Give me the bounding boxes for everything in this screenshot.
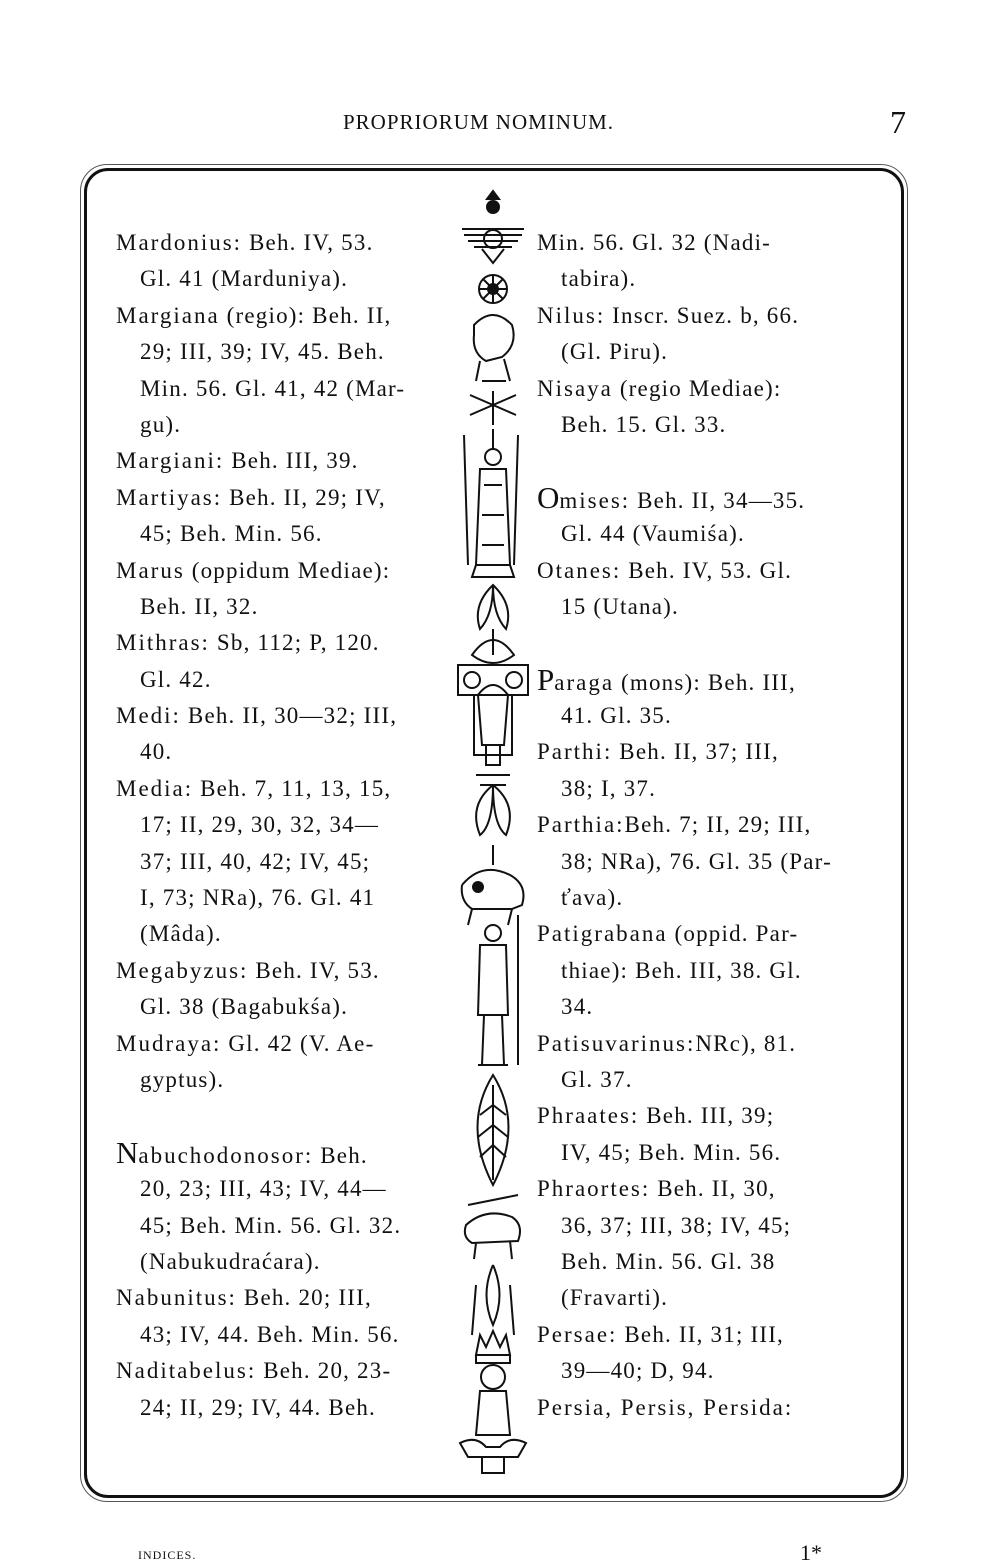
- entry-text: Beh. 20, 23-: [256, 1358, 392, 1384]
- left-column: [116, 225, 456, 1426]
- section-initial: O: [537, 479, 560, 515]
- headword: Marus: [116, 557, 185, 583]
- headword: Megabyzus:: [116, 957, 249, 983]
- entry-line: [116, 953, 456, 989]
- entry-line: tabira).: [561, 266, 637, 292]
- entry-text: (mons): Beh. III,: [614, 669, 796, 695]
- entry-line: Min. 56. Gl. 32 (Nadi-: [537, 230, 772, 255]
- entry-line: 20, 23; III, 43; IV, 44—: [140, 1176, 387, 1202]
- entry-line: 17; II, 29, 30, 32, 34—: [140, 812, 380, 838]
- entry-line: 38; NRa), 76. Gl. 35 (Par-: [561, 848, 832, 874]
- headword: Media:: [116, 775, 194, 801]
- entry-text: Beh. IV, 53. Gl.: [621, 557, 793, 583]
- entry-text: Beh. II, 37; III,: [612, 739, 779, 765]
- section-initial: P: [537, 661, 555, 697]
- entry-text: Beh. III, 39.: [224, 448, 359, 474]
- entry-line: 45; Beh. Min. 56.: [140, 521, 323, 547]
- entry-text: Beh. III, 39;: [639, 1103, 775, 1129]
- entry-line: 43; IV, 44. Beh. Min. 56.: [140, 1321, 400, 1347]
- page-number: 7: [890, 104, 906, 140]
- entry-line: [116, 298, 456, 334]
- entry-text: Beh. 7, 11, 13, 15,: [193, 775, 392, 801]
- headword: Phraortes:: [537, 1176, 651, 1202]
- entry-line: 40.: [140, 739, 173, 765]
- headword: Phraates:: [537, 1103, 640, 1129]
- entry-line: [537, 807, 877, 843]
- entry-line: 45; Beh. Min. 56. Gl. 32.: [140, 1212, 402, 1238]
- entry-line: 29; III, 39; IV, 45. Beh.: [140, 339, 385, 365]
- headword: Medi:: [116, 703, 181, 729]
- section-initial: N: [116, 1134, 139, 1170]
- entry-line: gyptus).: [140, 1066, 225, 1092]
- entry-line: [116, 1353, 456, 1389]
- entry-line: (Fravarti).: [561, 1285, 669, 1311]
- headword: Persia, Persis, Persida:: [537, 1394, 794, 1420]
- entry-line: [116, 443, 456, 479]
- entry-text: Beh. 7; II, 29; III,: [624, 812, 812, 838]
- headword: Persae:: [537, 1321, 618, 1347]
- headword: Margiani:: [116, 448, 225, 474]
- entry-line: [537, 298, 877, 334]
- headword: Nabunitus:: [116, 1285, 237, 1311]
- entry-text: Beh. IV, 53.: [242, 230, 374, 255]
- entry-line: [537, 662, 877, 698]
- entry-line: 34.: [561, 994, 594, 1020]
- entry-line: 41. Gl. 35.: [561, 703, 672, 729]
- headword: Naditabelus:: [116, 1358, 257, 1384]
- entry-line: [537, 1026, 877, 1062]
- entry-text: Beh. 20; III,: [236, 1285, 372, 1311]
- headword: Patisuvarinus:: [537, 1030, 696, 1056]
- entry-line: [537, 1317, 877, 1353]
- headword: Nilus:: [537, 302, 606, 328]
- headword: Patigrabana: [537, 921, 668, 947]
- gathering-mark: 1*: [800, 1540, 822, 1565]
- entry-text: Beh. II, 29; IV,: [222, 484, 386, 510]
- entry-line: Gl. 41 (Marduniya).: [140, 266, 349, 292]
- entry-line: ťava).: [561, 885, 624, 911]
- right-column: [537, 225, 877, 1426]
- entry-line: [537, 916, 877, 952]
- entry-line: (Nabukudraćara).: [140, 1248, 321, 1274]
- entry-line: Beh. II, 32.: [140, 593, 259, 619]
- entry-line: I, 73; NRa), 76. Gl. 41: [140, 885, 376, 911]
- entry-text: Beh. II, 31; III,: [617, 1321, 785, 1347]
- entry-line: [537, 1390, 877, 1426]
- section-gap: [537, 443, 877, 479]
- entry-text: Beh. II, 30—32; III,: [180, 703, 398, 729]
- entry-line: [537, 734, 877, 770]
- section-gap: [116, 1098, 456, 1134]
- entry-text: Beh. II, 34—35.: [630, 487, 806, 513]
- entry-line: [537, 1098, 877, 1134]
- running-head: [0, 104, 1000, 138]
- headword: Parthia:: [537, 812, 625, 838]
- entry-line: thiae): Beh. III, 38. Gl.: [561, 957, 802, 983]
- headword: Otanes:: [537, 557, 622, 583]
- entry-text: Beh. II, 30,: [650, 1176, 776, 1202]
- headword: Mardonius:: [116, 230, 243, 255]
- headword: Nisaya: [537, 375, 613, 401]
- entry-line: [537, 553, 877, 589]
- entry-line: [116, 698, 456, 734]
- headword: abuchodonosor:: [138, 1142, 314, 1168]
- entry-line: gu).: [140, 411, 182, 437]
- entry-line: 38; I, 37.: [561, 775, 657, 801]
- headword: mises:: [559, 487, 631, 513]
- entry-text: Sb, 112; P, 120.: [209, 630, 380, 656]
- entry-line: 15 (Utana).: [561, 593, 679, 619]
- entry-line: [537, 1171, 877, 1207]
- headword: Parthi:: [537, 739, 613, 765]
- entry-line: Gl. 37.: [561, 1066, 633, 1092]
- entry-line: Gl. 42.: [140, 666, 212, 692]
- entry-text: (regio Mediae):: [612, 375, 782, 401]
- entry-text: (regio): Beh. II,: [219, 302, 392, 328]
- entry-text: NRc), 81.: [695, 1030, 797, 1056]
- signature-mark: INDICES.: [138, 1548, 197, 1562]
- entry-line: Beh. Min. 56. Gl. 38: [561, 1248, 776, 1274]
- entry-line: [537, 371, 877, 407]
- entry-line: Gl. 38 (Bagabukśa).: [140, 994, 349, 1020]
- entry-line: [116, 1280, 456, 1316]
- entry-text: Beh. IV, 53.: [248, 957, 380, 983]
- entry-line: Min. 56. Gl. 41, 42 (Mar-: [140, 375, 406, 401]
- entry-text: Beh.: [313, 1142, 368, 1168]
- headword: araga: [554, 669, 615, 695]
- entry-line: [116, 1026, 456, 1062]
- entry-line: 37; III, 40, 42; IV, 45;: [140, 848, 371, 874]
- entry-line: 39—40; D, 94.: [561, 1358, 715, 1384]
- section-gap: [537, 625, 877, 661]
- entry-line: 24; II, 29; IV, 44. Beh.: [140, 1394, 377, 1420]
- headword: Margiana: [116, 302, 220, 328]
- entry-line: [116, 480, 456, 516]
- entry-line: 36, 37; III, 38; IV, 45;: [561, 1212, 792, 1238]
- headword: Martiyas:: [116, 484, 223, 510]
- ornamental-column-divider: [452, 185, 534, 1475]
- entry-line: Beh. 15. Gl. 33.: [561, 411, 727, 437]
- entry-line: [116, 625, 456, 661]
- headword: Mithras:: [116, 630, 210, 656]
- entry-line: (Mâda).: [140, 921, 222, 947]
- entry-line: [116, 553, 456, 589]
- entry-text: Gl. 42 (V. Ae-: [221, 1030, 375, 1056]
- headword: Mudraya:: [116, 1030, 222, 1056]
- entry-text: (oppid. Par-: [667, 921, 799, 947]
- entry-text: (oppidum Mediae):: [184, 557, 391, 583]
- running-title: PROPRIORUM NOMINUM.: [343, 110, 615, 134]
- entry-line: IV, 45; Beh. Min. 56.: [561, 1139, 782, 1165]
- entry-line: [116, 1135, 456, 1171]
- entry-line: (Gl. Piru).: [561, 339, 669, 365]
- entry-line: [116, 771, 456, 807]
- entry-line: Gl. 44 (Vaumiśa).: [561, 521, 745, 547]
- entry-line: [537, 480, 877, 516]
- entry-text: Inscr. Suez. b, 66.: [605, 302, 800, 328]
- entry-line: [116, 225, 456, 261]
